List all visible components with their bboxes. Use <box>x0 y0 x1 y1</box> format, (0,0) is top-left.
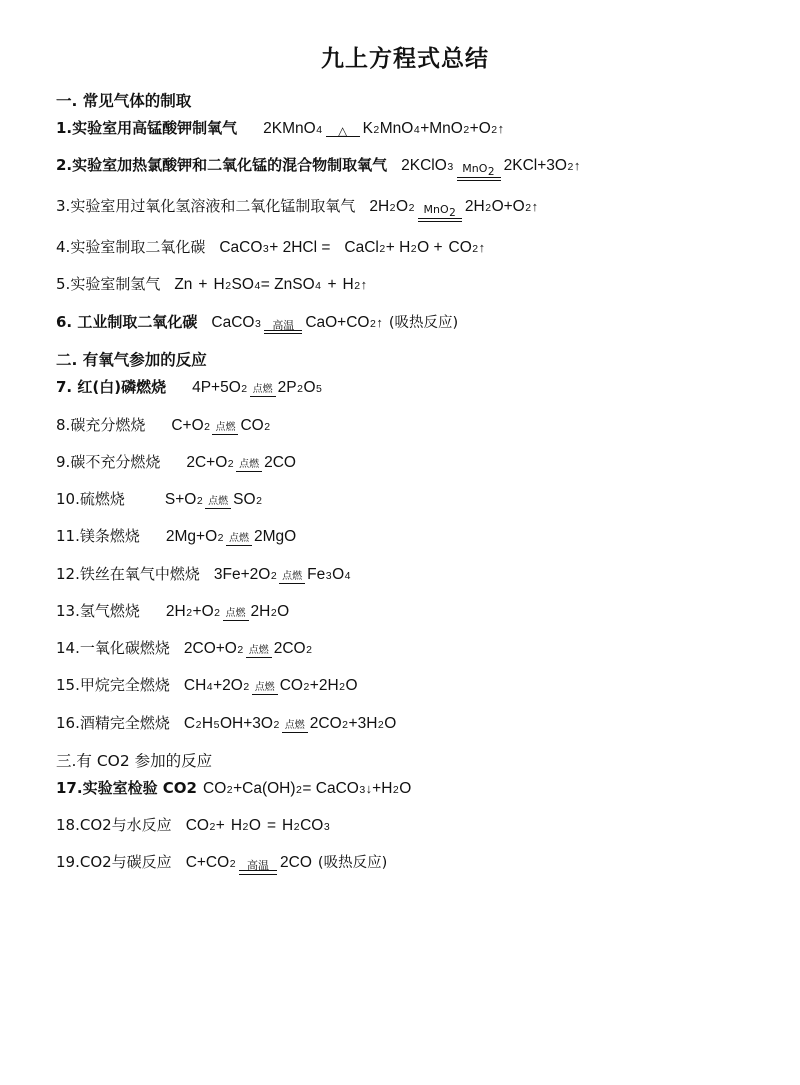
equation-item-18 <box>56 814 754 837</box>
equation-formula: 2KClO 3 MnO2 2KCl+3O 2 ↑ <box>401 154 580 181</box>
equation-label: 8.碳充分燃烧 <box>56 415 146 434</box>
equation-label: 18.CO2与水反应 <box>56 816 172 835</box>
equation-item-13 <box>56 600 754 623</box>
equation-note: (吸热反应) <box>388 314 459 331</box>
equation-label: 14.一氧化碳燃烧 <box>56 639 170 658</box>
equation-label: 13.氢气燃烧 <box>56 601 140 620</box>
equation-formula: CaCO 3 + 2HCl = CaCl 2 + H 2 O + CO 2 ↑ <box>219 239 486 257</box>
condition-ignite-icon: 点燃 <box>226 534 252 546</box>
condition-ignite-icon: 点燃 <box>246 646 272 658</box>
equation-note: (吸热反应) <box>317 855 388 872</box>
equation-formula: 2C+O 2 点燃 2CO <box>186 453 296 471</box>
equation-label: 2.实验室加热氯酸钾和二氧化锰的混合物制取氧气 <box>56 156 388 175</box>
equation-label: 6. 工业制取二氧化碳 <box>56 312 198 331</box>
condition-triangle-icon: △ <box>326 123 360 137</box>
condition-ignite-icon: 点燃 <box>205 497 231 509</box>
equation-label: 19.CO2与碳反应 <box>56 853 172 872</box>
equation-label: 12.铁丝在氧气中燃烧 <box>56 564 200 583</box>
equation-item-15 <box>56 674 754 697</box>
page-title: 九上方程式总结 <box>321 46 489 72</box>
equation-label: 4.实验室制取二氧化碳 <box>56 238 206 257</box>
section-heading-3: 三.有 CO2 参加的反应 <box>56 751 213 770</box>
equation-formula: 2KMnO 4 △ K 2 MnO 4 +MnO 2 +O 2 ↑ <box>263 120 505 138</box>
equation-label: 7. 红(白)磷燃烧 <box>56 378 167 397</box>
condition-ignite-icon: 点燃 <box>250 385 276 397</box>
equation-label: 16.酒精完全燃烧 <box>56 713 170 732</box>
equation-item-10 <box>56 488 754 511</box>
section-heading-2: 二. 有氧气参加的反应 <box>56 351 207 370</box>
equation-formula: 2H 2 +O 2 点燃 2H 2 O <box>165 602 290 620</box>
condition-ignite-icon: 点燃 <box>252 683 278 695</box>
condition-ignite-icon: 点燃 <box>282 721 308 733</box>
equation-item-17 <box>56 777 754 800</box>
equation-formula: CH 4 +2O 2 点燃 CO 2 +2H 2 O <box>183 677 358 695</box>
equation-formula: C 2 H 5 OH+3O 2 点燃 2CO 2 +3H 2 O <box>183 714 397 732</box>
equation-item-5 <box>56 273 754 296</box>
equation-item-12 <box>56 563 754 586</box>
equation-label: 15.甲烷完全燃烧 <box>56 676 170 695</box>
equation-formula: 4P+5O 2 点燃 2P 2 O 5 <box>192 379 322 397</box>
equation-item-4 <box>56 236 754 259</box>
equation-item-8 <box>56 414 754 437</box>
equation-formula: 3Fe+2O 2 点燃 Fe 3 O 4 <box>213 565 351 583</box>
equation-item-11 <box>56 525 754 548</box>
equation-label: 17.实验室检验 CO2 <box>56 778 197 797</box>
equation-item-14 <box>56 637 754 660</box>
equation-formula: CO 2 + H 2 O = H 2 CO 3 <box>185 817 330 835</box>
section-heading-1: 一. 常见气体的制取 <box>56 92 192 110</box>
equation-item-2 <box>56 154 754 181</box>
equation-item-6 <box>56 311 754 335</box>
equation-label: 3.实验室用过氧化氢溶液和二氧化锰制取氧气 <box>56 197 356 216</box>
equation-formula: Zn + H 2 SO 4 = ZnSO 4 + H 2 ↑ <box>174 276 368 294</box>
equation-label: 11.镁条燃烧 <box>56 527 140 546</box>
equation-item-16 <box>56 712 754 735</box>
equation-formula: 2H 2 O 2 MnO2 2H 2 O+O 2 ↑ <box>369 195 538 222</box>
condition-high-temp-icon: 高温 <box>239 858 277 875</box>
condition-ignite-icon: 点燃 <box>212 423 238 435</box>
equation-label: 5.实验室制氢气 <box>56 275 161 294</box>
equation-formula: C+CO 2 高温 2CO <box>186 851 312 875</box>
condition-mno2-icon: MnO2 <box>418 202 462 222</box>
equation-formula: 2CO+O 2 点燃 2CO 2 <box>183 640 312 658</box>
equation-label: 1.实验室用高锰酸钾制氧气 <box>56 119 238 137</box>
equation-formula: CO 2 +Ca(OH) 2 = CaCO 3 ↓ +H 2 O <box>203 779 412 797</box>
equation-item-1 <box>56 117 754 140</box>
condition-high-temp-icon: 高温 <box>264 318 302 335</box>
condition-ignite-icon: 点燃 <box>279 572 305 584</box>
equation-label: 10.硫燃烧 <box>56 490 125 509</box>
condition-mno2-icon: MnO2 <box>457 161 501 181</box>
condition-ignite-icon: 点燃 <box>236 460 262 472</box>
equation-formula: 2Mg+O 2 点燃 2MgO <box>165 528 297 546</box>
equation-formula: S+O 2 点燃 SO 2 <box>164 491 262 509</box>
equation-formula: CaCO 3 高温 CaO+CO 2 ↑ <box>211 311 382 335</box>
condition-ignite-icon: 点燃 <box>223 609 249 621</box>
equation-label: 9.碳不充分燃烧 <box>56 452 161 471</box>
equation-item-3 <box>56 195 754 222</box>
equation-item-19 <box>56 851 754 875</box>
equation-formula: C+O 2 点燃 CO 2 <box>171 416 271 434</box>
equation-item-9 <box>56 451 754 474</box>
equation-item-7 <box>56 376 754 399</box>
